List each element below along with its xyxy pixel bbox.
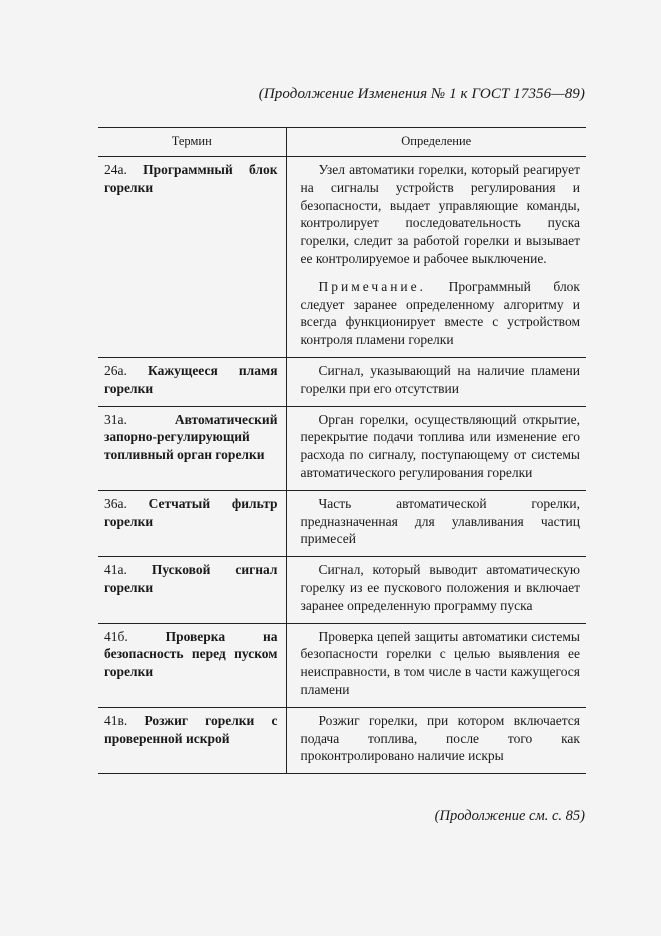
definition-text: Сигнал, указывающий на наличие пламени горелки при его отсутствии xyxy=(300,362,580,396)
term-number: 36а. xyxy=(104,495,127,511)
term-cell xyxy=(98,357,286,406)
note-label: Примечание. xyxy=(318,278,427,294)
table-row xyxy=(98,406,586,490)
table-row xyxy=(98,490,586,556)
definition-text: Сигнал, который выводит автоматическую горелку из ее пускового положения и включает заранее определенную программу пуска xyxy=(300,562,580,613)
term-number: 31а. xyxy=(104,411,127,427)
term-cell xyxy=(98,157,286,358)
term-name: Пусковой сигнал горелки xyxy=(104,562,278,595)
definition-text: Орган горелки, осуществляющий открытие, перекрытие подачи топлива или изменение его расхода по сигналу, поступающему от системы автоматического регулирования горелки xyxy=(300,411,580,480)
definition-cell xyxy=(286,623,586,707)
term-cell xyxy=(98,707,286,773)
term-number: 26а. xyxy=(104,362,127,378)
definition-cell xyxy=(286,406,586,490)
definition-cell xyxy=(286,707,586,773)
table-row xyxy=(98,157,586,358)
page-header: (Продолжение Изменения № 1 к ГОСТ 17356—89) xyxy=(258,86,585,102)
table-row xyxy=(98,357,586,406)
terms-table xyxy=(98,127,586,774)
term-name: Программный блок горелки xyxy=(104,162,278,195)
definition-text: Проверка цепей защиты автоматики системы безопасности горелки с целью выявления ее неисправности, в том числе в части кажущегося пламени xyxy=(300,628,580,697)
term-name: Автоматический запорно-регулирующий топливный орган горелки xyxy=(104,411,278,463)
term-number: 41в. xyxy=(104,712,128,728)
term-cell xyxy=(98,406,286,490)
table-header-row xyxy=(98,128,586,157)
definition-text: Часть автоматической горелки, предназначенная для улавливания частиц примесей xyxy=(300,495,580,547)
term-name: Проверка на безопасность перед пуском горелки xyxy=(104,628,278,680)
page-footer: (Продолжение см. с. 85) xyxy=(434,808,585,824)
note-text: Программный блок следует заранее определенному алгоритму и всегда функционирует вместе с устройством контроля пламени горелки xyxy=(300,278,580,348)
term-number: 41б. xyxy=(104,628,128,644)
term-name: Розжиг горелки с проверенной искрой xyxy=(104,712,278,746)
definition-cell xyxy=(286,490,586,556)
definition-cell xyxy=(286,557,586,623)
table-row xyxy=(98,557,586,623)
table-row xyxy=(98,707,586,773)
definition-cell xyxy=(286,357,586,406)
term-number: 41а. xyxy=(104,562,127,578)
term-name: Кажущееся пламя горелки xyxy=(104,362,278,396)
term-cell xyxy=(98,490,286,556)
term-name: Сетчатый фильтр горелки xyxy=(104,495,278,529)
column-header-term: Термин xyxy=(98,128,286,157)
term-cell xyxy=(98,623,286,707)
column-header-definition: Определение xyxy=(286,128,586,157)
definition-text: Розжиг горелки, при котором включается подача топлива, после того как проконтролировано наличие искры xyxy=(300,712,580,764)
definition-text: Узел автоматики горелки, который реагирует на сигналы устройств регулирования и безопасности, выдает управляющие команды, контролирует последовательность пуска горелки, следит за работой горелки и вызывает ее контролируемое и рабочее выключение. xyxy=(300,162,580,266)
table-row xyxy=(98,623,586,707)
term-number: 24а. xyxy=(104,162,127,177)
definition-cell xyxy=(286,157,586,358)
term-cell xyxy=(98,557,286,623)
